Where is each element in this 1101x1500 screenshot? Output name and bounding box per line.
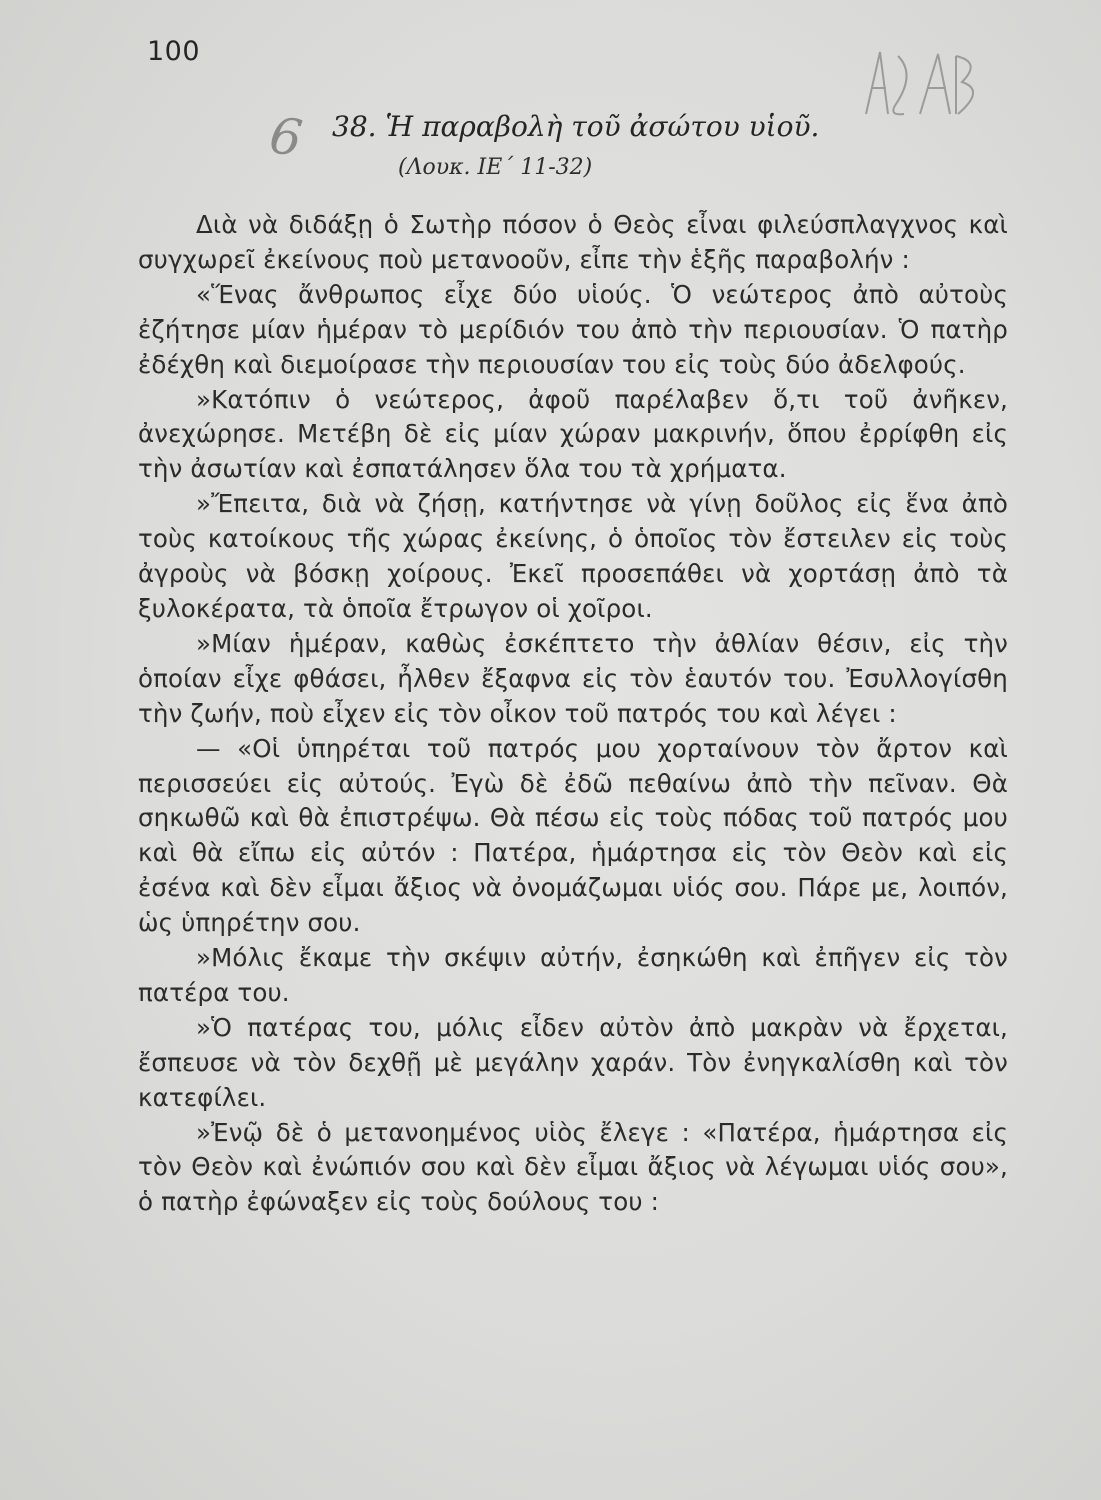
paragraph: »Ὁ πατέρας του, μόλις εἶδεν αὐτὸν ἀπὸ μακρὰν νὰ ἔρχεται, ἔσπευσε νὰ τὸν δεχθῇ μὲ μεγάλην χαράν. Τὸν ἐνηγκαλίσθη καὶ τὸν κατεφίλει. <box>138 1012 1008 1112</box>
body-text <box>138 208 1008 1220</box>
paragraph: »Μόλις ἔκαμε τὴν σκέψιν αὐτήν, ἐσηκώθη καὶ ἐπῆγεν εἰς τὸν πατέρα του. <box>138 943 1008 1007</box>
paragraph: »Κατόπιν ὁ νεώτερος, ἀφοῦ παρέλαβεν ὅ,τι τοῦ ἀνῆκεν, ἀνεχώρησε. Μετέβη δὲ εἰς μίαν χώραν μακρινήν, ὅπου ἐρρίφθη εἰς τὴν ἀσωτίαν καὶ ἐσπατάλησεν ὅλα του τὰ χρήματα. <box>138 384 1008 484</box>
paragraph: Διὰ νὰ διδάξῃ ὁ Σωτὴρ πόσον ὁ Θεὸς εἶναι φιλεύσπλαγχνος καὶ συγχωρεῖ ἐκείνους ποὺ μετανοοῦν, εἶπε τὴν ἑξῆς παραβολήν : <box>138 210 1008 274</box>
paragraph: »Ἔπειτα, διὰ νὰ ζήσῃ, κατήντησε νὰ γίνῃ δοῦλος εἰς ἕνα ἀπὸ τοὺς κατοίκους τῆς χώρας ἐκείνης, ὁ ὁποῖος τὸν ἔστειλεν εἰς τοὺς ἀγροὺς νὰ βόσκῃ χοίρους. Ἐκεῖ προσεπάθει νὰ χορτάσῃ ἀπὸ τὰ ξυλοκέρατα, τὰ ὁποῖα ἔτρωγον οἱ χοῖροι. <box>138 489 1008 623</box>
paragraph: »Μίαν ἡμέραν, καθὼς ἐσκέπτετο τὴν ἀθλίαν θέσιν, εἰς τὴν ὁποίαν εἶχε φθάσει, ἦλθεν ἔξαφνα εἰς τὸν ἑαυτόν του. Ἐσυλλογίσθη τὴν ζωήν, ποὺ εἶχεν εἰς τὸν οἶκον τοῦ πατρός του καὶ λέγει : <box>138 628 1008 728</box>
scripture-reference: (Λουκ. ΙΕ΄ 11-32) <box>398 155 593 180</box>
paragraph: — «Οἱ ὑπηρέται τοῦ πατρός μου χορταίνουν τὸν ἄρτον καὶ περισσεύει εἰς αὐτούς. Ἐγὼ δὲ ἐδῶ πεθαίνω ἀπὸ τὴν πεῖναν. Θὰ σηκωθῶ καὶ θὰ ἐπιστρέψω. Θὰ πέσω εἰς τοὺς πόδας τοῦ πατρός μου καὶ θὰ εἴπω εἰς αὐτόν : Πατέρα, ἡμάρτησα εἰς τὸν Θεὸν καὶ εἰς ἐσένα καὶ δὲν εἶμαι ἄξιος νὰ ὀνομάζωμαι υἱός σου. Πάρε με, λοιπόν, ὡς ὑπηρέτην σου. <box>138 733 1008 938</box>
pencil-scribble-icon <box>858 44 988 124</box>
margin-note: 6 <box>266 106 306 168</box>
paragraph: «Ἕνας ἄνθρωπος εἶχε δύο υἱούς. Ὁ νεώτερος ἀπὸ αὐτοὺς ἐζήτησε μίαν ἡμέραν τὸ μερίδιόν του ἀπὸ τὴν περιουσίαν. Ὁ πατὴρ ἐδέχθη καὶ διεμοίρασε τὴν περιουσίαν του εἰς τοὺς δύο ἀδελφούς. <box>138 279 1008 379</box>
chapter-title: 38. Ἡ παραβολὴ τοῦ ἀσώτου υἱοῦ. <box>332 110 820 143</box>
page-number: 100 <box>147 36 201 67</box>
paragraph: »Ἐνῷ δὲ ὁ μετανοημένος υἱὸς ἔλεγε : «Πατέρα, ἡμάρτησα εἰς τὸν Θεὸν καὶ ἐνώπιόν σου καὶ δὲν εἶμαι ἄξιος νὰ λέγωμαι υἱός σου», ὁ πατὴρ ἐφώναξεν εἰς τοὺς δούλους του : <box>138 1117 1008 1217</box>
